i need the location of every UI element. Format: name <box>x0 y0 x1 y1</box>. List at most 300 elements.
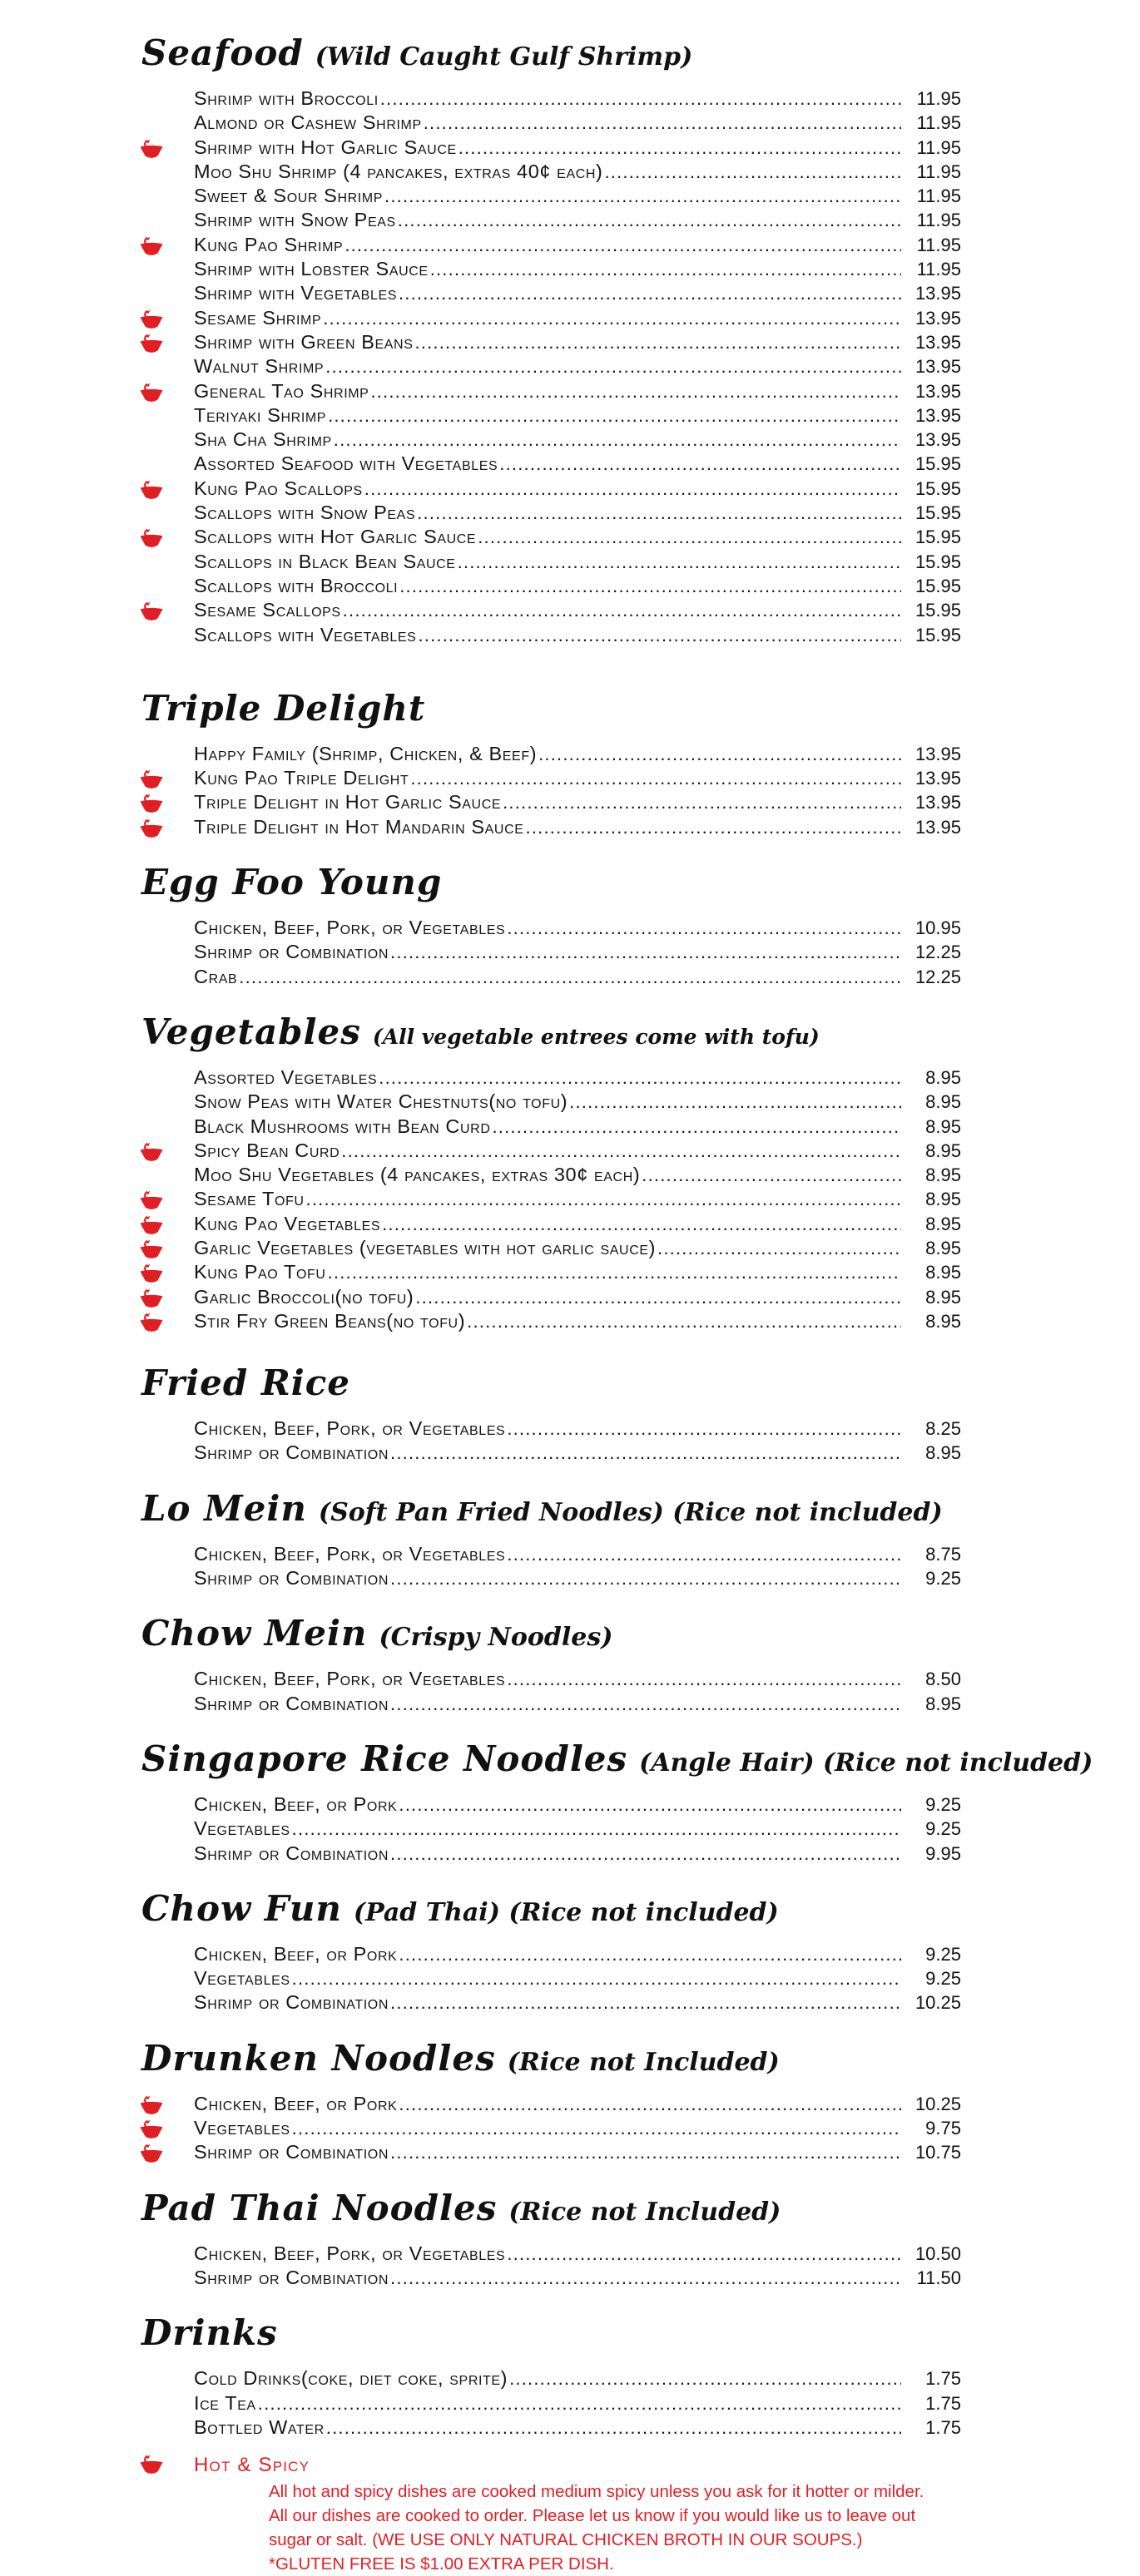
section-title: Egg Foo Young <box>141 862 443 903</box>
menu-item <box>194 1542 961 1566</box>
menu-item <box>194 2415 961 2440</box>
hot-spicy-label: Hot & Spicy <box>194 2454 310 2477</box>
dot-leader <box>390 1842 901 1868</box>
item-price: 8.95 <box>925 1693 961 1714</box>
menu-item <box>194 766 961 790</box>
menu-item <box>194 916 961 940</box>
menu-item <box>194 1187 961 1211</box>
item-name: Triple Delight in Hot Garlic Sauce <box>194 791 502 813</box>
item-price: 8.95 <box>925 1164 961 1186</box>
item-price: 8.95 <box>925 1237 961 1258</box>
menu-item <box>194 1817 961 1841</box>
spicy-bowl-icon <box>139 601 164 621</box>
dot-leader <box>398 208 901 235</box>
item-price: 10.25 <box>914 2093 961 2114</box>
item-price: 8.95 <box>925 1310 961 1332</box>
section-heading <box>141 2187 961 2235</box>
menu-item <box>194 2366 961 2391</box>
item-name: Moo Shu Shrimp (4 pancakes, extras 40¢ each) <box>194 160 603 182</box>
item-name: Kung Pao Triple Delight <box>194 767 409 789</box>
item-name: Assorted Seafood with Vegetables <box>194 452 498 475</box>
section-items <box>141 2366 961 2440</box>
item-name: Shrimp with Snow Peas <box>194 209 396 231</box>
item-name: Garlic Broccoli(no tofu) <box>194 1285 414 1308</box>
dot-leader <box>341 1139 901 1165</box>
hot-spicy-row <box>194 2453 961 2477</box>
dot-leader <box>642 1163 901 1189</box>
menu-section <box>141 32 961 647</box>
section-heading <box>141 1887 961 1936</box>
item-price: 13.95 <box>914 768 961 789</box>
dot-leader <box>399 574 901 601</box>
section-items <box>141 2092 961 2165</box>
menu-item <box>194 379 961 403</box>
item-price: 8.50 <box>925 1669 961 1690</box>
dot-leader <box>328 1260 901 1287</box>
menu-section <box>141 1011 961 1333</box>
dot-leader <box>323 306 901 333</box>
section-title: Lo Mein <box>141 1487 307 1529</box>
item-name: Walnut Shrimp <box>194 355 325 378</box>
item-name: Scallops with Vegetables <box>194 623 417 645</box>
item-name: Shrimp or Combination <box>194 2141 389 2163</box>
section-heading <box>141 2037 961 2085</box>
menu-section <box>141 2311 961 2440</box>
menu-section <box>141 1887 961 2015</box>
item-name: Vegetables <box>194 1967 290 1990</box>
dot-leader <box>390 1441 901 1467</box>
dot-leader <box>414 330 901 357</box>
item-price: 9.75 <box>925 2118 961 2139</box>
item-price: 15.95 <box>914 502 961 524</box>
dot-leader <box>507 1417 901 1443</box>
item-name: Kung Pao Tofu <box>194 1261 326 1283</box>
menu-item <box>194 550 961 574</box>
dot-leader <box>467 1309 901 1336</box>
item-price: 8.95 <box>925 1140 961 1161</box>
item-name: Spicy Bean Curd <box>194 1139 340 1161</box>
item-name: Chicken, Beef, or Pork <box>194 1792 398 1815</box>
menu-item <box>194 1417 961 1441</box>
menu-item <box>194 87 961 111</box>
dot-leader <box>507 2242 901 2268</box>
dot-leader <box>569 1090 901 1116</box>
menu-item <box>194 623 961 647</box>
dot-leader <box>334 428 901 454</box>
dot-leader <box>380 87 901 113</box>
item-name: Sweet & Sour Shrimp <box>194 185 384 207</box>
menu-item <box>194 233 961 257</box>
item-name: Scallops with Hot Garlic Sauce <box>194 526 477 548</box>
item-name: Shrimp or Combination <box>194 1567 389 1590</box>
section-items <box>141 1066 961 1333</box>
spicy-bowl-icon <box>139 1142 164 1162</box>
item-price: 10.50 <box>914 2242 961 2264</box>
spicy-bowl-icon <box>139 1288 164 1308</box>
menu-item <box>194 1236 961 1260</box>
menu-item <box>194 2266 961 2290</box>
spicy-bowl-icon <box>139 2455 164 2475</box>
item-name: Stir Fry Green Beans(no tofu) <box>194 1309 466 1332</box>
item-price: 11.95 <box>916 136 961 158</box>
dot-leader <box>390 1566 901 1593</box>
section-heading <box>141 32 961 80</box>
menu-item <box>194 1990 961 2015</box>
item-price: 12.25 <box>914 942 961 963</box>
section-heading <box>141 1487 961 1535</box>
item-name: Chicken, Beef, Pork, or Vegetables <box>194 1417 506 1440</box>
item-name: Scallops in Black Bean Sauce <box>194 550 456 572</box>
item-name: Kung Pao Shrimp <box>194 233 344 255</box>
menu-item <box>194 1966 961 1990</box>
dot-leader <box>390 1990 901 2017</box>
item-price: 8.95 <box>925 1442 961 1464</box>
item-name: Teriyaki Shrimp <box>194 403 327 426</box>
item-price: 12.25 <box>914 966 961 987</box>
menu-item <box>194 790 961 814</box>
menu-item <box>194 1309 961 1333</box>
item-price: 1.75 <box>925 2392 961 2414</box>
item-price: 13.95 <box>914 283 961 304</box>
section-title: Singapore Rice Noodles <box>141 1738 628 1779</box>
item-name: Shrimp with Hot Garlic Sauce <box>194 136 457 158</box>
section-heading <box>141 1362 961 1410</box>
item-price: 13.95 <box>914 429 961 451</box>
note-line: All hot and spicy dishes are cooked medium spicy unless you ask for it hotter or milder. <box>269 2482 924 2502</box>
item-name: Almond or Cashew Shrimp <box>194 111 422 134</box>
section-items <box>141 1667 961 1716</box>
menu-item <box>194 1285 961 1309</box>
item-name: Shrimp or Combination <box>194 1441 389 1464</box>
dot-leader <box>507 916 901 942</box>
item-price: 15.95 <box>914 453 961 475</box>
section-heading <box>141 861 961 909</box>
menu-item <box>194 1441 961 1465</box>
menu-item <box>194 1566 961 1590</box>
section-items <box>141 1792 961 1866</box>
dot-leader <box>424 111 901 137</box>
item-name: Chicken, Beef, Pork, or Vegetables <box>194 1542 506 1565</box>
dot-leader <box>384 184 901 210</box>
spicy-bowl-icon <box>139 769 164 789</box>
spicy-bowl-icon <box>139 1313 164 1332</box>
item-price: 8.95 <box>925 1091 961 1113</box>
item-price: 10.75 <box>914 2142 961 2163</box>
item-price: 9.95 <box>925 1842 961 1864</box>
item-price: 13.95 <box>914 380 961 402</box>
menu-item <box>194 1139 961 1163</box>
item-name: Sesame Tofu <box>194 1188 305 1210</box>
item-name: Vegetables <box>194 2117 290 2139</box>
dot-leader <box>399 1792 901 1819</box>
section-subtitle: (Crispy Noodles) <box>379 1623 613 1653</box>
section-items <box>141 1942 961 2015</box>
section-items <box>141 1542 961 1591</box>
item-price: 15.95 <box>914 575 961 596</box>
menu-item <box>194 2140 961 2164</box>
section-items <box>141 916 961 989</box>
dot-leader <box>325 354 901 381</box>
dot-leader <box>399 281 901 308</box>
item-price: 10.95 <box>914 917 961 939</box>
item-price: 8.95 <box>925 1115 961 1137</box>
dot-leader <box>492 1115 901 1141</box>
dot-leader <box>657 1236 901 1263</box>
item-name: Sha Cha Shrimp <box>194 428 332 451</box>
dot-leader <box>379 1066 901 1092</box>
dot-leader <box>390 1692 901 1718</box>
item-price: 9.25 <box>925 1943 961 1965</box>
menu-section <box>141 687 961 839</box>
section-heading <box>141 1612 961 1660</box>
menu-section <box>141 1487 961 1591</box>
menu-section <box>141 1738 1093 1866</box>
menu-item <box>194 111 961 135</box>
item-price: 8.95 <box>925 1189 961 1210</box>
spicy-bowl-icon <box>139 236 164 256</box>
menu-item <box>194 1260 961 1284</box>
item-name: Shrimp or Combination <box>194 941 389 963</box>
item-price: 11.50 <box>916 2267 961 2288</box>
section-title: Drunken Noodles <box>141 2037 496 2079</box>
dot-leader <box>258 2391 901 2418</box>
item-name: Shrimp with Vegetables <box>194 282 397 304</box>
item-name: Scallops with Broccoli <box>194 574 399 596</box>
menu-item <box>194 428 961 452</box>
dot-leader <box>390 940 901 967</box>
menu-item <box>194 501 961 525</box>
item-price: 13.95 <box>914 356 961 378</box>
spicy-bowl-icon <box>139 334 164 354</box>
section-heading <box>141 1011 961 1059</box>
dot-leader <box>292 1817 901 1843</box>
item-price: 8.95 <box>925 1286 961 1308</box>
dot-leader <box>458 136 901 162</box>
item-price: 9.25 <box>925 1818 961 1840</box>
item-price: 13.95 <box>914 331 961 353</box>
item-price: 9.25 <box>925 1793 961 1815</box>
section-subtitle: (Soft Pan Fried Noodles) (Rice not included) <box>318 1497 943 1527</box>
item-name: Shrimp with Green Beans <box>194 330 414 353</box>
section-subtitle: (All vegetable entrees come with tofu) <box>372 1024 820 1049</box>
dot-leader <box>478 525 901 551</box>
menu-item <box>194 1066 961 1090</box>
item-price: 11.95 <box>916 161 961 182</box>
menu-item <box>194 1667 961 1691</box>
section-heading <box>141 687 961 735</box>
menu-item <box>194 257 961 281</box>
note-lines <box>269 2480 961 2576</box>
spicy-bowl-icon <box>139 1239 164 1259</box>
menu-item <box>194 330 961 354</box>
section-items <box>141 87 961 647</box>
item-price: 11.95 <box>916 234 961 255</box>
menu-item <box>194 354 961 378</box>
dot-leader <box>390 2140 901 2167</box>
dot-leader <box>509 2366 901 2393</box>
item-price: 15.95 <box>914 551 961 572</box>
dot-leader <box>503 790 901 817</box>
item-price: 1.75 <box>925 2416 961 2438</box>
section-heading <box>141 2311 961 2360</box>
note-line: *GLUTEN FREE IS $1.00 EXTRA PER DISH. <box>269 2554 614 2574</box>
item-price: 15.95 <box>914 624 961 645</box>
spicy-bowl-icon <box>139 528 164 548</box>
item-name: Garlic Vegetables (vegetables with hot garlic sauce) <box>194 1236 657 1258</box>
item-name: Shrimp or Combination <box>194 1692 389 1714</box>
item-name: Bottled Water <box>194 2415 325 2438</box>
menu-item <box>194 1692 961 1716</box>
section-items <box>141 1417 961 1466</box>
section-items <box>141 742 961 839</box>
menu-item <box>194 281 961 305</box>
section-subtitle: (Wild Caught Gulf Shrimp) <box>315 42 693 72</box>
item-name: Triple Delight in Hot Mandarin Sauce <box>194 815 524 838</box>
section-subtitle: (Angle Hair) (Rice not included) <box>639 1748 1093 1777</box>
item-price: 13.95 <box>914 816 961 838</box>
item-name: Ice Tea <box>194 2391 256 2414</box>
dot-leader <box>306 1187 901 1214</box>
item-name: Shrimp or Combination <box>194 2266 389 2288</box>
item-price: 13.95 <box>914 307 961 329</box>
section-subtitle: (Rice not Included) <box>508 2197 781 2227</box>
menu-item <box>194 965 961 989</box>
section-title: Fried Rice <box>141 1362 351 1404</box>
item-price: 15.95 <box>914 527 961 548</box>
item-price: 11.95 <box>916 210 961 231</box>
item-price: 11.95 <box>916 259 961 280</box>
item-price: 15.95 <box>914 600 961 621</box>
menu-item <box>194 2092 961 2116</box>
spicy-bowl-icon <box>139 139 164 159</box>
item-price: 8.95 <box>925 1066 961 1088</box>
dot-leader <box>526 815 901 842</box>
item-name: Sesame Shrimp <box>194 306 322 329</box>
item-name: Scallops with Snow Peas <box>194 502 416 524</box>
dot-leader <box>410 766 901 793</box>
dot-leader <box>415 1285 901 1312</box>
menu-item <box>194 1115 961 1139</box>
section-title: Vegetables <box>141 1011 361 1052</box>
item-price: 1.75 <box>925 2368 961 2390</box>
dot-leader <box>458 550 901 576</box>
dot-leader <box>499 452 901 478</box>
dot-leader <box>326 2415 901 2442</box>
section-title: Pad Thai Noodles <box>141 2187 498 2228</box>
item-name: General Tao Shrimp <box>194 379 369 402</box>
menu-item <box>194 477 961 501</box>
item-name: Assorted Vegetables <box>194 1066 378 1088</box>
menu-item <box>194 208 961 232</box>
item-name: Vegetables <box>194 1817 290 1840</box>
item-price: 9.25 <box>925 1568 961 1590</box>
dot-leader <box>292 1966 901 1993</box>
item-name: Happy Family (Shrimp, Chicken, & Beef) <box>194 742 538 764</box>
note-line: All our dishes are cooked to order. Please let us know if you would like us to leave out <box>269 2506 916 2526</box>
spicy-bowl-icon <box>139 1263 164 1283</box>
spicy-bowl-icon <box>139 2119 164 2139</box>
item-name: Chicken, Beef, Pork, or Vegetables <box>194 1668 506 1690</box>
item-price: 8.25 <box>925 1418 961 1440</box>
spicy-bowl-icon <box>139 383 164 403</box>
item-name: Black Mushrooms with Bean Curd <box>194 1115 491 1137</box>
menu-item <box>194 136 961 160</box>
menu-section <box>141 861 961 989</box>
item-name: Chicken, Beef, or Pork <box>194 2092 398 2114</box>
dot-leader <box>507 1667 901 1693</box>
menu-item <box>194 940 961 964</box>
dot-leader <box>328 403 901 430</box>
menu-item <box>194 598 961 622</box>
menu-item <box>194 2242 961 2266</box>
item-price: 9.25 <box>925 1968 961 1990</box>
item-price: 10.25 <box>914 1992 961 2014</box>
menu-item <box>194 1842 961 1866</box>
item-price: 8.95 <box>925 1213 961 1234</box>
menu-item <box>194 1792 961 1817</box>
menu-section <box>141 1612 961 1716</box>
item-name: Crab <box>194 965 238 987</box>
section-heading <box>141 1738 1093 1786</box>
menu-item <box>194 1163 961 1187</box>
item-price: 8.95 <box>925 1262 961 1283</box>
item-price: 11.95 <box>916 185 961 207</box>
dot-leader <box>344 233 901 260</box>
item-name: Shrimp with Broccoli <box>194 87 379 109</box>
spicy-bowl-icon <box>139 480 164 500</box>
section-title: Chow Fun <box>141 1887 342 1929</box>
menu-item <box>194 452 961 476</box>
section-title: Triple Delight <box>141 687 426 729</box>
dot-leader <box>292 2116 901 2143</box>
dot-leader <box>343 598 901 625</box>
item-name: Sesame Scallops <box>194 599 341 621</box>
dot-leader <box>370 379 901 406</box>
spicy-bowl-icon <box>139 2143 164 2163</box>
menu-item <box>194 403 961 428</box>
item-price: 11.95 <box>916 88 961 109</box>
dot-leader <box>382 1212 901 1239</box>
item-name: Shrimp or Combination <box>194 1991 389 2014</box>
spicy-bowl-icon <box>139 2095 164 2115</box>
item-price: 11.95 <box>916 112 961 134</box>
item-name: Kung Pao Vegetables <box>194 1212 381 1234</box>
item-name: Chicken, Beef, Pork, or Vegetables <box>194 917 506 939</box>
menu-section <box>141 2187 961 2291</box>
menu-item <box>194 2116 961 2140</box>
item-name: Chicken, Beef, or Pork <box>194 1942 398 1965</box>
dot-leader <box>417 501 901 527</box>
dot-leader <box>390 2266 901 2292</box>
item-name: Shrimp with Lobster Sauce <box>194 258 429 280</box>
dot-leader <box>399 2092 901 2119</box>
menu-section <box>141 2037 961 2165</box>
menu-item <box>194 184 961 208</box>
dot-leader <box>239 965 901 991</box>
menu-item <box>194 525 961 549</box>
spicy-bowl-icon <box>139 818 164 838</box>
item-name: Cold Drinks(coke, diet coke, sprite) <box>194 2367 508 2390</box>
menu-item <box>194 1212 961 1236</box>
spicy-bowl-icon <box>139 794 164 813</box>
menu-item <box>194 742 961 766</box>
item-name: Chicken, Beef, Pork, or Vegetables <box>194 2242 506 2264</box>
section-items <box>141 2242 961 2291</box>
section-subtitle: (Rice not Included) <box>507 2047 780 2077</box>
item-name: Shrimp or Combination <box>194 1842 389 1864</box>
item-price: 13.95 <box>914 743 961 764</box>
dot-leader <box>507 1542 901 1569</box>
